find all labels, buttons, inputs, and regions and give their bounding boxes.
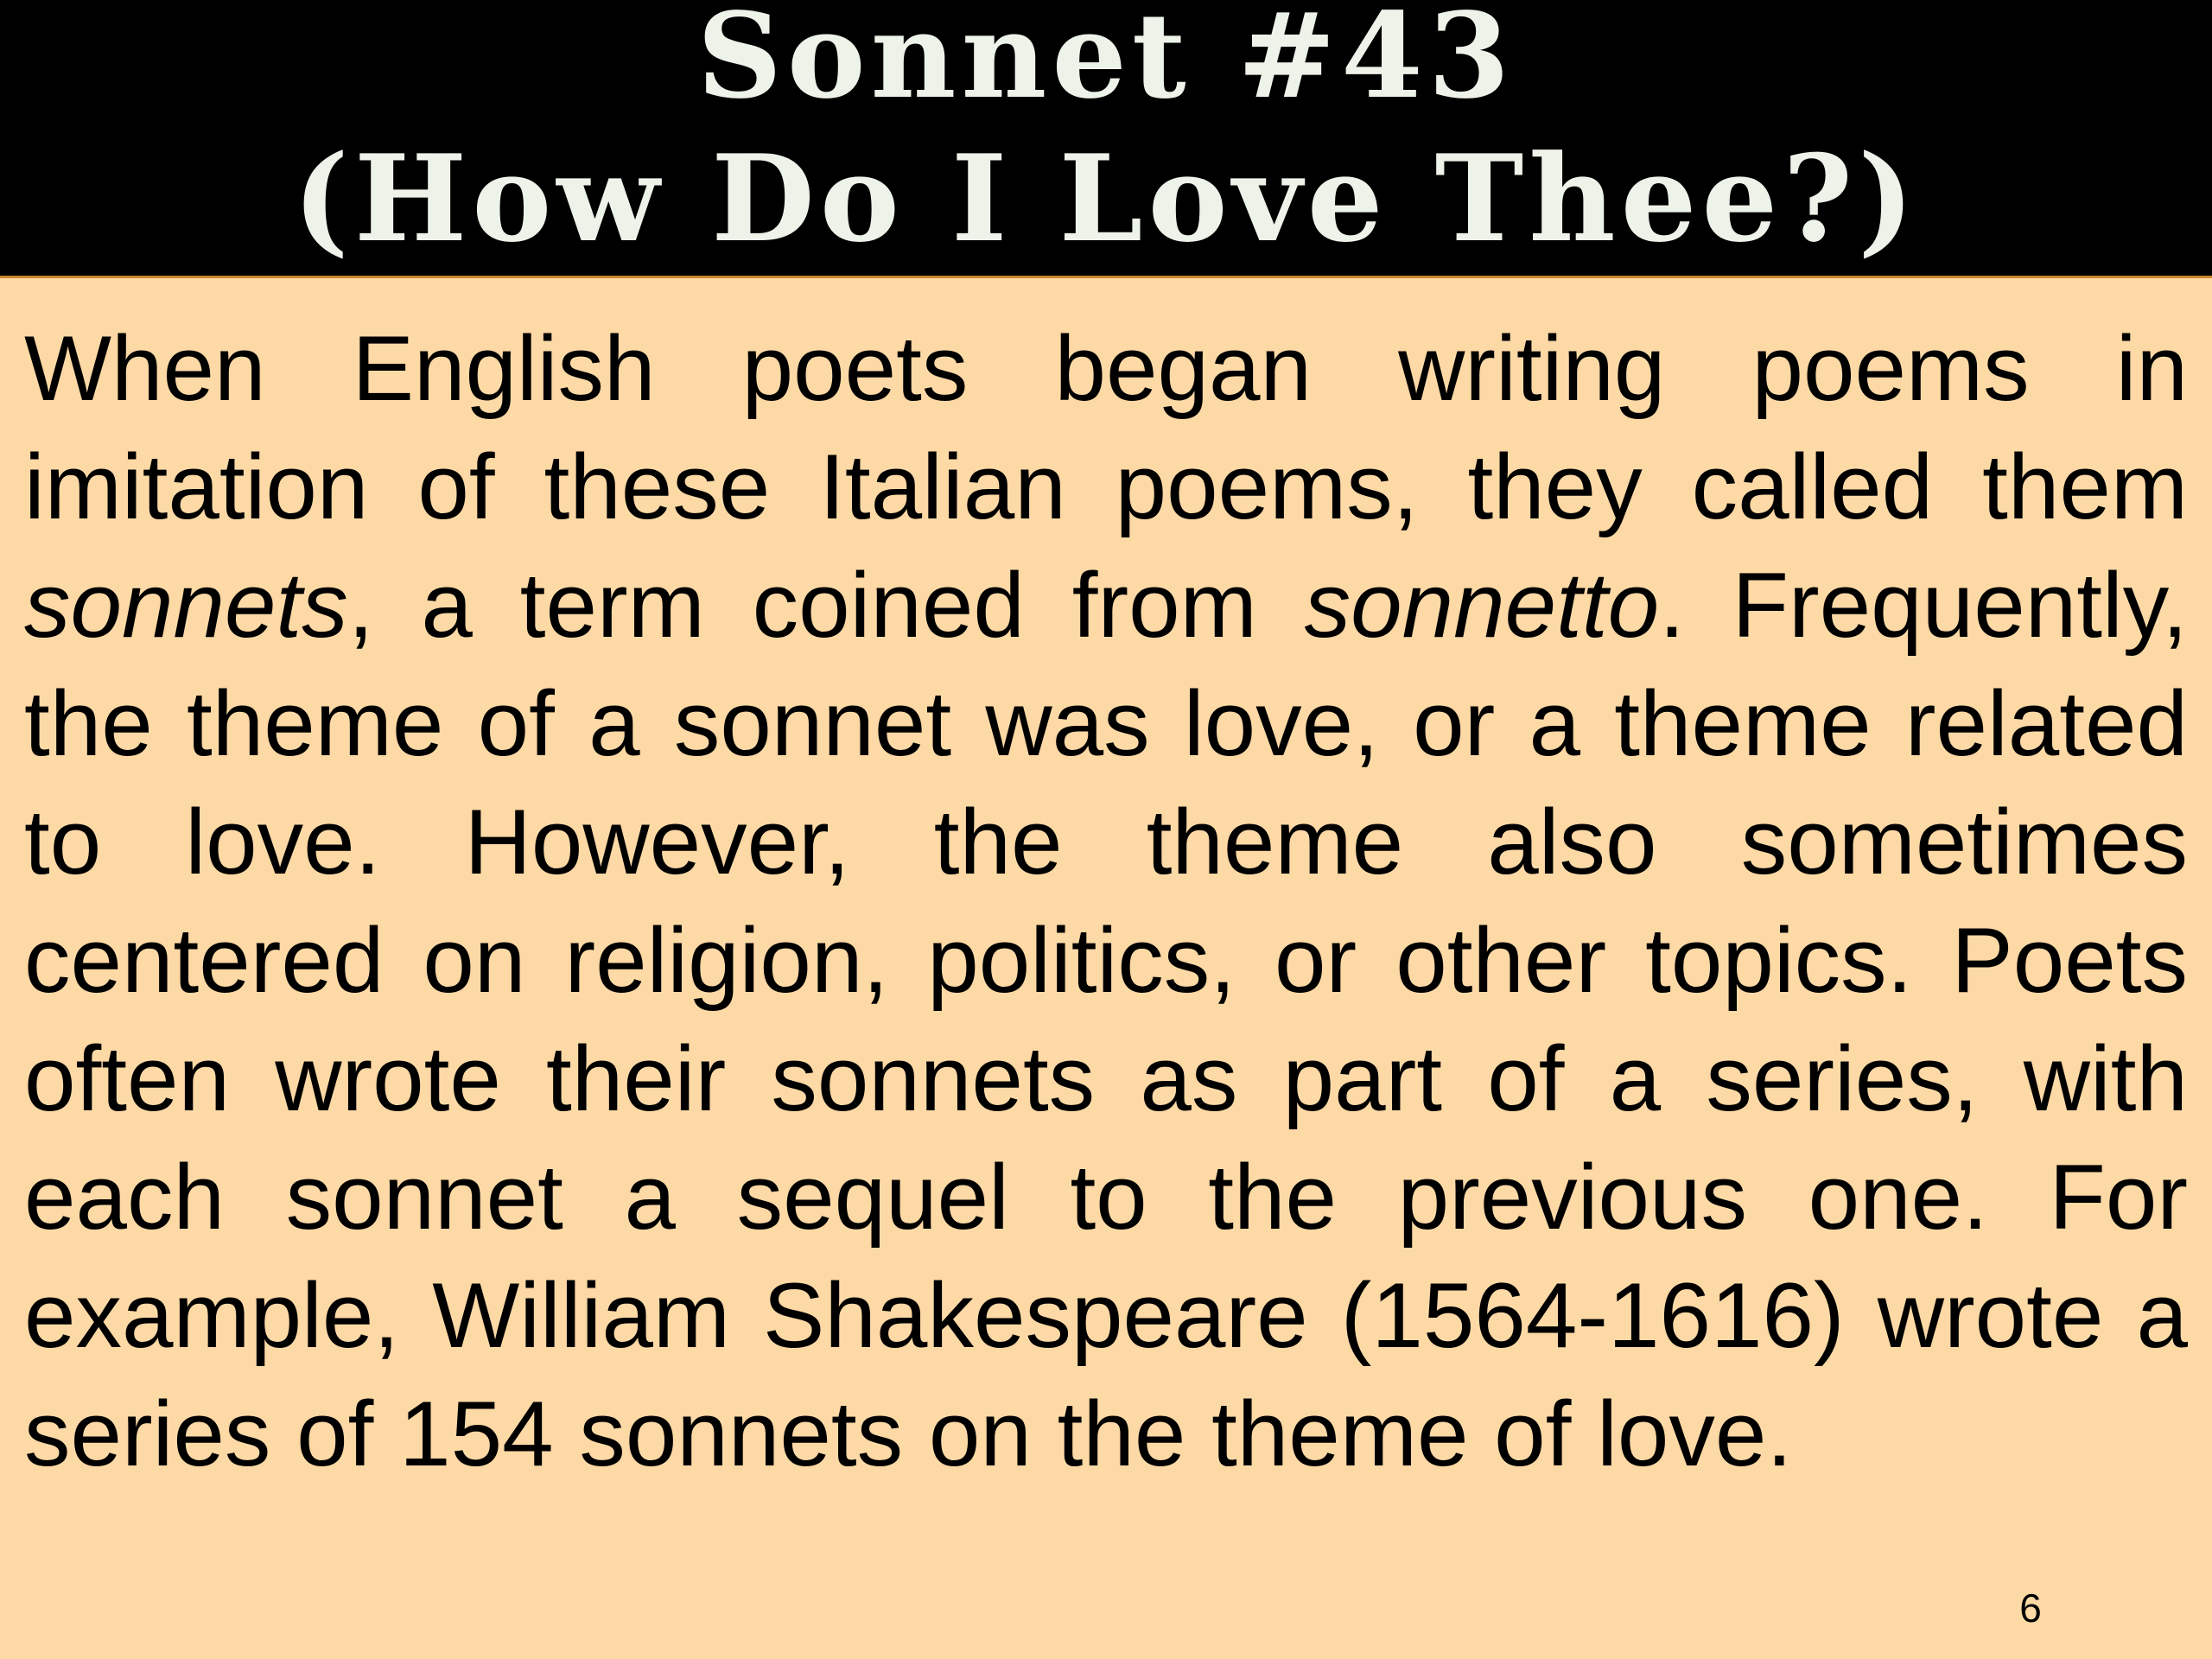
body-italic-sonnets: sonnets: [24, 553, 348, 657]
page-number: 6: [2019, 1586, 2042, 1630]
body-text-part-3: . Frequently, the theme of a sonnet was love, or a theme related to love. However, the theme also sometimes centered on religion, politics, or other topics. Poets often wrote their sonnets as part of a series, with each sonnet a sequel to the previous one. For example, William Shakespeare (1564-1616) wrote a series of 154 sonnets on the theme of love.: [24, 553, 2188, 1485]
body-paragraph: [24, 309, 2188, 1493]
slide-title-line-2: (How Do I Love Thee?): [292, 128, 1920, 269]
body-text-part-2: , a term coined from: [347, 553, 1305, 657]
body-text-part-1: When English poets began writing poems in imitation of these Italian poems, they called them: [24, 316, 2188, 538]
title-bar: [0, 0, 2212, 278]
body-italic-sonnetto: sonnetto: [1304, 553, 1660, 657]
slide-title-line-1: Sonnet #43: [696, 0, 1516, 125]
